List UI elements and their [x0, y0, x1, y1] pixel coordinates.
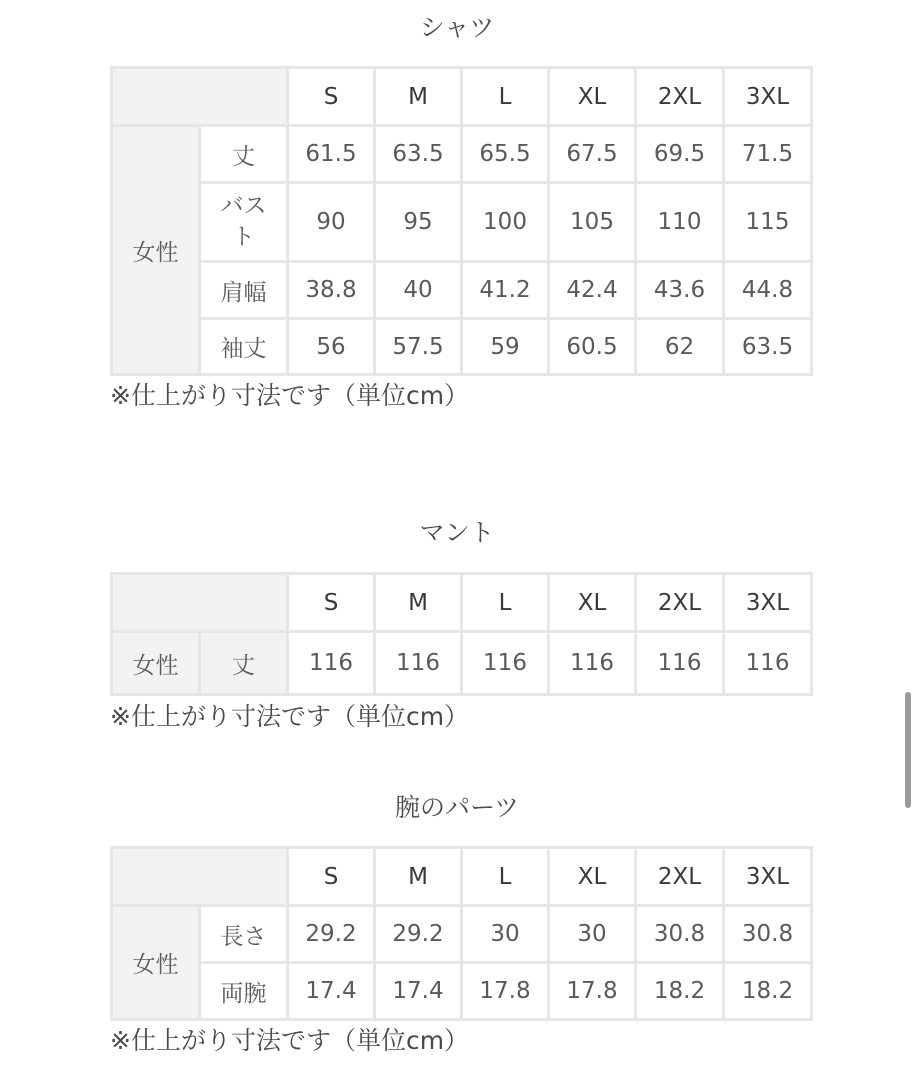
size-header: L — [462, 574, 549, 632]
value-cell: 65.5 — [462, 126, 549, 183]
value-cell: 116 — [549, 632, 636, 695]
size-header: L — [462, 848, 549, 906]
size-header: 3XL — [724, 848, 812, 906]
value-cell: 43.6 — [636, 262, 724, 319]
value-cell: 63.5 — [724, 319, 812, 375]
header-blank-cell — [112, 574, 288, 632]
value-cell: 116 — [375, 632, 462, 695]
value-cell: 62 — [636, 319, 724, 375]
shirt-size-table — [110, 66, 813, 376]
value-cell: 116 — [462, 632, 549, 695]
size-header: 3XL — [724, 574, 812, 632]
size-header: 2XL — [636, 848, 724, 906]
size-header: 2XL — [636, 68, 724, 126]
size-header: M — [375, 68, 462, 126]
value-cell: 17.4 — [288, 963, 375, 1020]
arm-title: 腕のパーツ — [394, 793, 519, 822]
row-label: 丈 — [200, 126, 288, 183]
value-cell: 41.2 — [462, 262, 549, 319]
value-cell: 30.8 — [724, 906, 812, 963]
mantle-size-table — [110, 572, 813, 696]
value-cell: 115 — [724, 183, 812, 262]
group-label: 女性 — [112, 632, 200, 695]
value-cell: 63.5 — [375, 126, 462, 183]
shirt-note: ※仕上がり寸法です（単位cm） — [110, 381, 470, 410]
arm-size-table — [110, 846, 813, 1021]
value-cell: 116 — [724, 632, 812, 695]
row-label: 肩幅 — [200, 262, 288, 319]
value-cell: 30.8 — [636, 906, 724, 963]
value-cell: 61.5 — [288, 126, 375, 183]
size-header: 2XL — [636, 574, 724, 632]
value-cell: 17.8 — [462, 963, 549, 1020]
value-cell: 67.5 — [549, 126, 636, 183]
header-blank-cell — [112, 68, 288, 126]
value-cell: 69.5 — [636, 126, 724, 183]
value-cell: 95 — [375, 183, 462, 262]
size-header: L — [462, 68, 549, 126]
row-label: 丈 — [200, 632, 288, 695]
value-cell: 100 — [462, 183, 549, 262]
group-label: 女性 — [112, 126, 200, 375]
value-cell: 29.2 — [375, 906, 462, 963]
value-cell: 18.2 — [636, 963, 724, 1020]
group-label: 女性 — [112, 906, 200, 1020]
value-cell: 71.5 — [724, 126, 812, 183]
size-header: S — [288, 574, 375, 632]
value-cell: 59 — [462, 319, 549, 375]
arm-note: ※仕上がり寸法です（単位cm） — [110, 1026, 470, 1055]
value-cell: 30 — [462, 906, 549, 963]
size-header: S — [288, 68, 375, 126]
scrollbar-thumb[interactable] — [905, 692, 911, 808]
value-cell: 90 — [288, 183, 375, 262]
value-cell: 105 — [549, 183, 636, 262]
size-header: XL — [549, 848, 636, 906]
size-header: XL — [549, 574, 636, 632]
value-cell: 17.4 — [375, 963, 462, 1020]
row-label: 袖丈 — [200, 319, 288, 375]
value-cell: 116 — [636, 632, 724, 695]
value-cell: 18.2 — [724, 963, 812, 1020]
shirt-title: シャツ — [419, 13, 495, 42]
value-cell: 30 — [549, 906, 636, 963]
size-header: M — [375, 848, 462, 906]
value-cell: 60.5 — [549, 319, 636, 375]
mantle-title: マント — [419, 518, 495, 547]
mantle-note: ※仕上がり寸法です（単位cm） — [110, 702, 470, 731]
value-cell: 116 — [288, 632, 375, 695]
value-cell: 17.8 — [549, 963, 636, 1020]
value-cell: 110 — [636, 183, 724, 262]
row-label: バスト — [200, 183, 288, 262]
value-cell: 40 — [375, 262, 462, 319]
size-header: 3XL — [724, 68, 812, 126]
value-cell: 44.8 — [724, 262, 812, 319]
row-label: 両腕 — [200, 963, 288, 1020]
size-header: XL — [549, 68, 636, 126]
row-label: 長さ — [200, 906, 288, 963]
header-blank-cell — [112, 848, 288, 906]
value-cell: 29.2 — [288, 906, 375, 963]
size-header: M — [375, 574, 462, 632]
value-cell: 57.5 — [375, 319, 462, 375]
value-cell: 56 — [288, 319, 375, 375]
value-cell: 38.8 — [288, 262, 375, 319]
size-header: S — [288, 848, 375, 906]
value-cell: 42.4 — [549, 262, 636, 319]
